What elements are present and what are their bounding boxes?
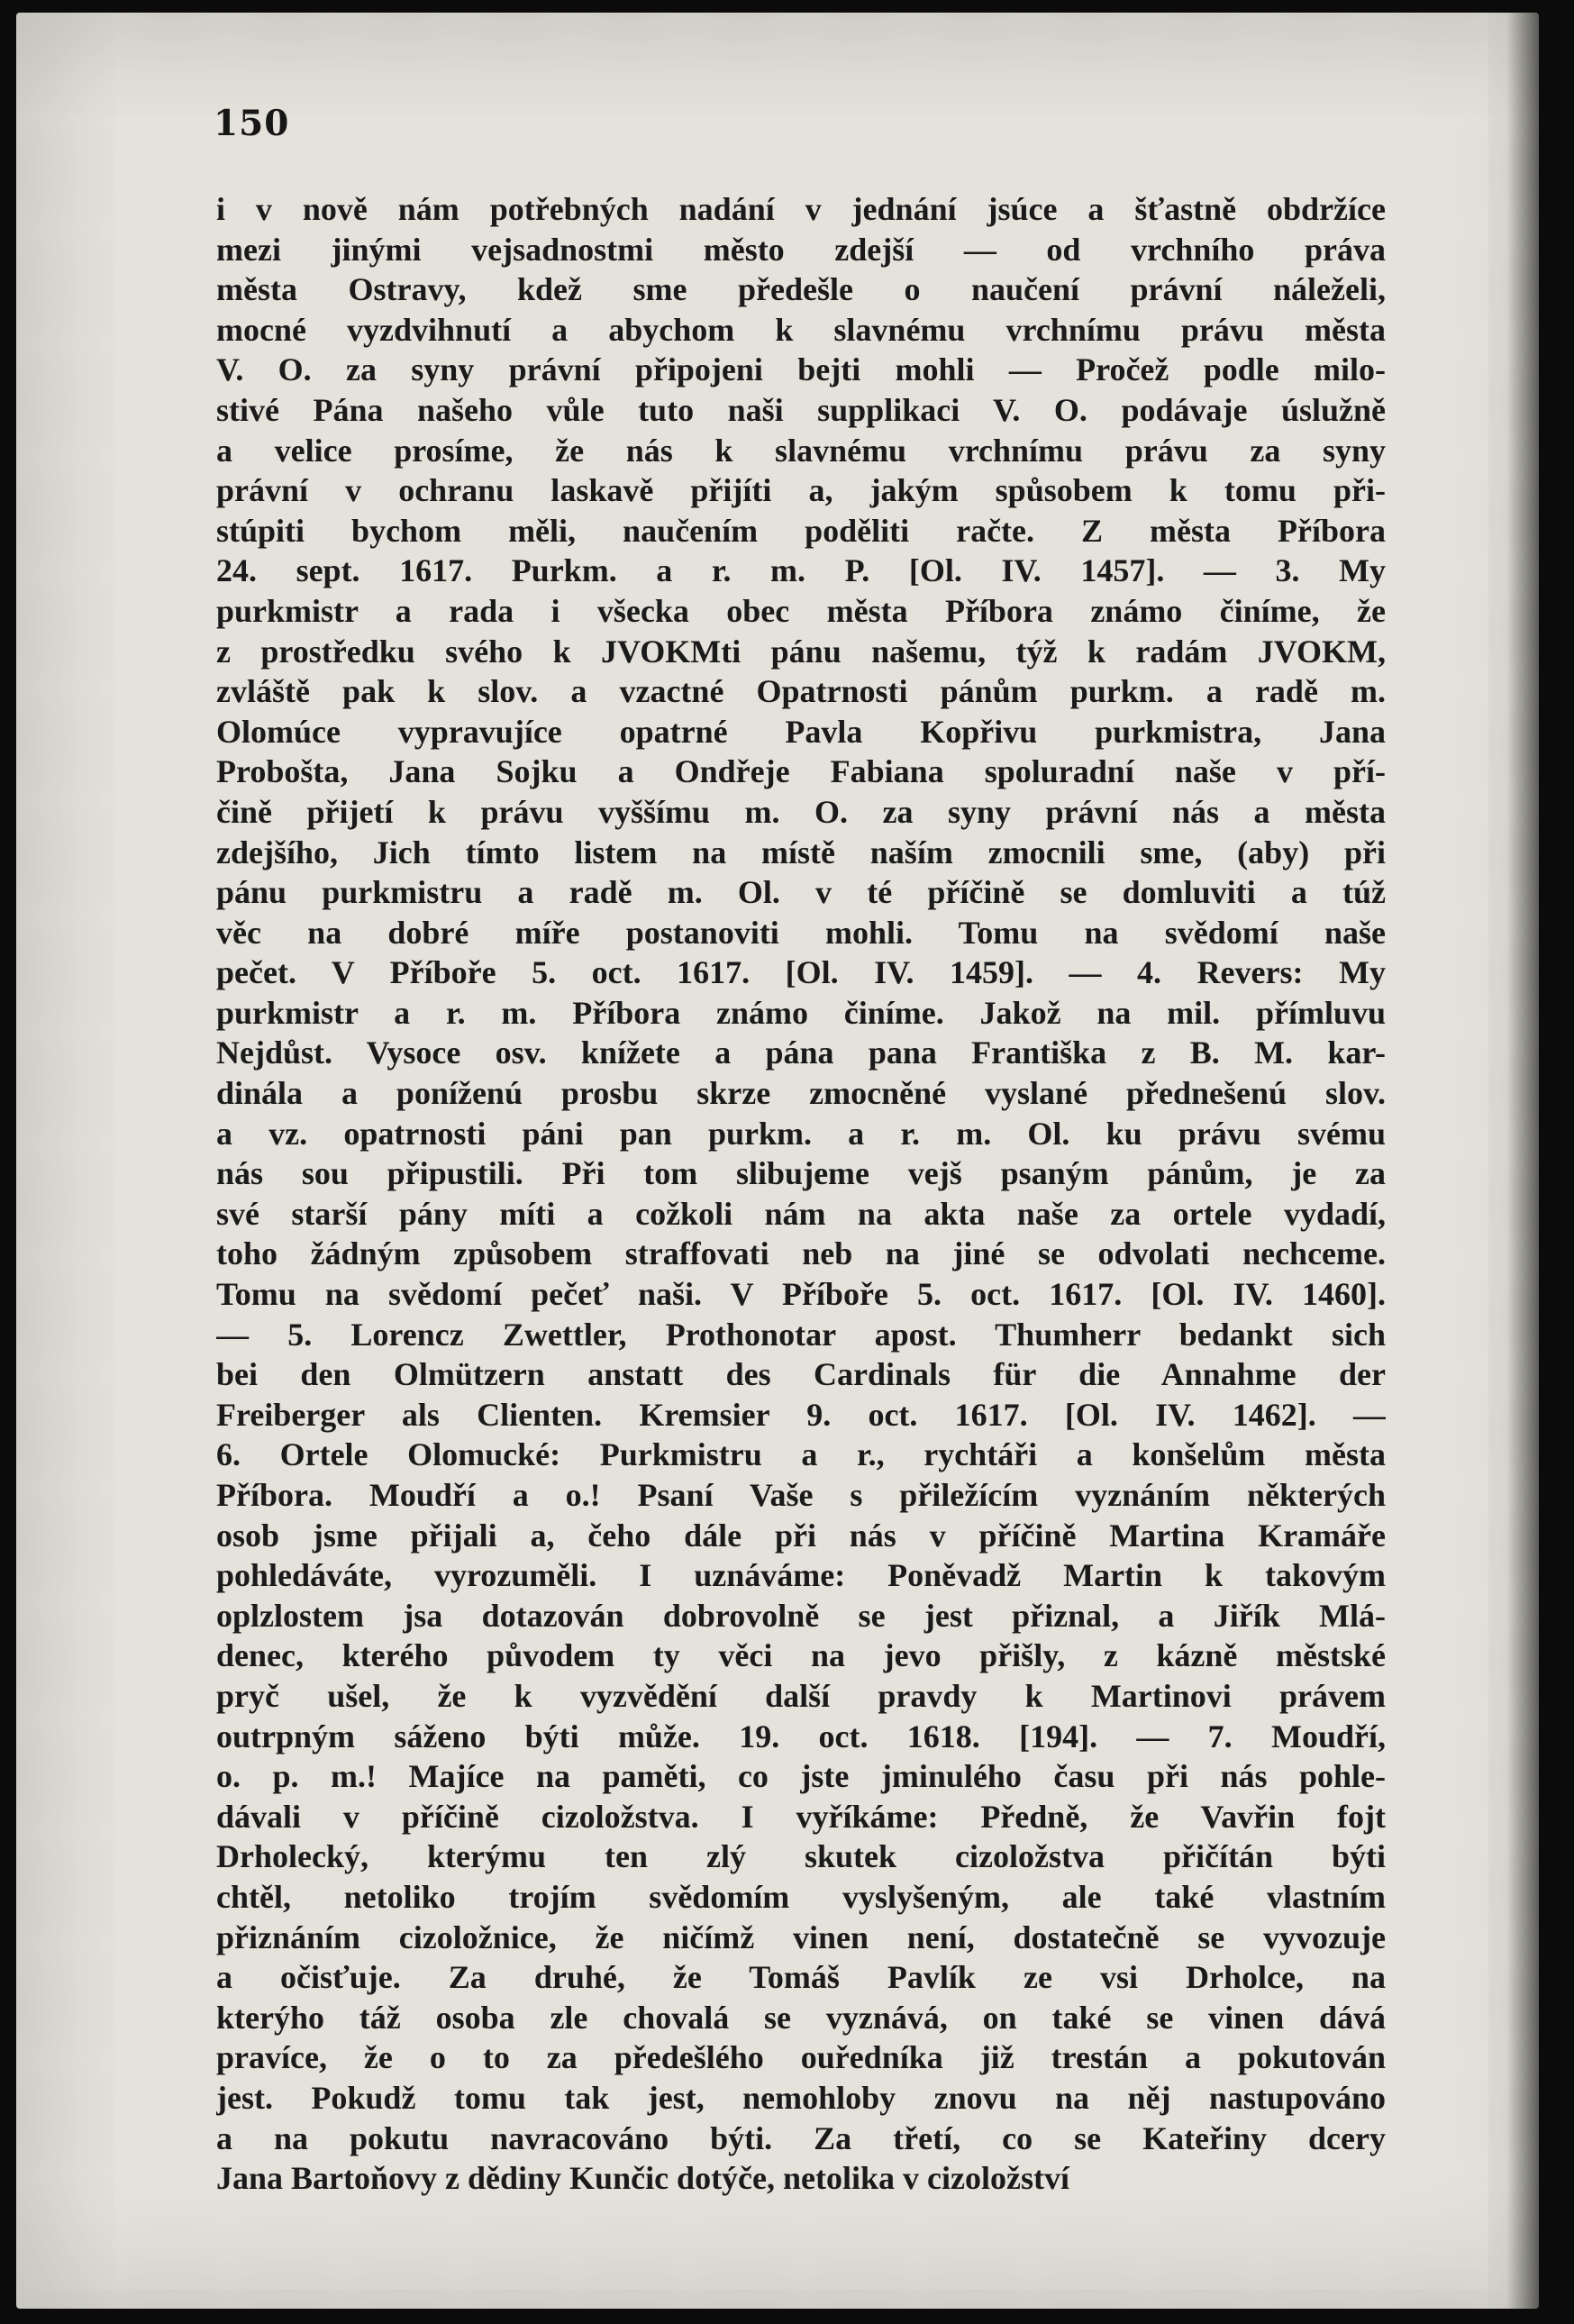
text-line: Drholecký, kterýmu ten zlý skutek cizoložstva přičítán býti	[216, 1838, 1386, 1875]
text-line: mocné vyzdvihnutí a abychom k slavnému vrchnímu právu města	[216, 311, 1386, 348]
text-line: 24. sept. 1617. Purkm. a r. m. P. [Ol. IV. 1457]. — 3. My	[216, 552, 1386, 589]
book-page	[16, 13, 1539, 2309]
text-line: města Ostravy, kdež sme předešle o naučení právní náleželi,	[216, 271, 1386, 308]
text-line: a na pokutu navracováno býti. Za třetí, co se Kateřiny dcery	[216, 2119, 1386, 2156]
text-line: osob jsme přijali a, čeho dále při nás v příčině Martina Kramáře	[216, 1517, 1386, 1554]
text-line: V. O. za syny právní připojeni bejti mohli — Pročež podle milo-	[216, 351, 1386, 388]
text-line: nás sou připustili. Při tom slibujeme vejš psaným pánům, je za	[216, 1155, 1386, 1192]
text-line: dávali v příčině cizoložstva. I vyříkáme: Předně, že Vavřin fojt	[216, 1798, 1386, 1835]
text-line: jest. Pokudž tomu tak jest, nemohloby znovu na něj nastupováno	[216, 2079, 1386, 2116]
text-line: zdejšího, Jich tímto listem na místě naším zmocnili sme, (aby) při	[216, 834, 1386, 870]
body-text	[216, 189, 1386, 2199]
page-number: 150	[214, 103, 290, 144]
text-line: o. p. m.! Majíce na paměti, co jste jminulého času při nás pohle-	[216, 1758, 1386, 1795]
text-line: pánu purkmistru a radě m. Ol. v té příčině se domluviti a túž	[216, 874, 1386, 911]
text-line: i v nově nám potřebných nadání v jednání jsúce a šťastně obdržíce	[216, 191, 1386, 227]
text-line: outrpným sáženo býti může. 19. oct. 1618. [194]. — 7. Moudří,	[216, 1718, 1386, 1754]
text-line: pohledáváte, vyrozuměli. I uznáváme: Poněvadž Martin k takovým	[216, 1557, 1386, 1594]
text-line: dinála a poníženú prosbu skrze zmocněné vyslané přednešenú slov.	[216, 1075, 1386, 1112]
text-line: Olomúce vypravujíce opatrné Pavla Kopřivu purkmistra, Jana	[216, 713, 1386, 750]
text-line: stúpiti bychom měli, naučením poděliti račte. Z města Příbora	[216, 512, 1386, 549]
text-line: mezi jinými vejsadnostmi město zdejší — od vrchního práva	[216, 231, 1386, 268]
text-line: zvláště pak k slov. a vzactné Opatrnosti pánům purkm. a radě m.	[216, 673, 1386, 710]
text-line: Nejdůst. Vysoce osv. knížete a pána pana Františka z B. M. kar-	[216, 1034, 1386, 1071]
text-line: pryč ušel, že k vyzvědění další pravdy k Martinovi právem	[216, 1677, 1386, 1714]
text-line: 6. Ortele Olomucké: Purkmistru a r., rychtáři a konšelům města	[216, 1436, 1386, 1473]
text-line: — 5. Lorencz Zwettler, Prothonotar apost. Thumherr bedankt sich	[216, 1316, 1386, 1353]
text-line: denec, kterého původem ty věci na jevo přišly, z kázně městské	[216, 1637, 1386, 1674]
text-line: své starší pány míti a cožkoli nám na akta naše za ortele vydadí,	[216, 1195, 1386, 1232]
text-line: věc na dobré míře postanoviti mohli. Tomu na svědomí naše	[216, 914, 1386, 951]
text-line: toho žádným způsobem straffovati neb na jiné se odvolati nechceme.	[216, 1235, 1386, 1272]
text-line: a očisťuje. Za druhé, že Tomáš Pavlík ze vsi Drholce, na	[216, 1959, 1386, 1996]
text-line: Příbora. Moudří a o.! Psaní Vaše s přiležícím vyznáním některých	[216, 1477, 1386, 1513]
text-line: z prostředku svého k JVOKMti pánu našemu, týž k radám JVOKM,	[216, 633, 1386, 670]
text-line: Tomu na svědomí pečeť naši. V Příboře 5. oct. 1617. [Ol. IV. 1460].	[216, 1276, 1386, 1313]
text-line: pečet. V Příboře 5. oct. 1617. [Ol. IV. 1459]. — 4. Revers: My	[216, 954, 1386, 991]
text-line: purkmistr a rada i všecka obec města Příbora známo činíme, že	[216, 592, 1386, 629]
text-line: Freiberger als Clienten. Kremsier 9. oct. 1617. [Ol. IV. 1462]. —	[216, 1396, 1386, 1433]
text-line: Proboštа, Jana Sojku a Ondřeje Fabiana spoluradní naše v pří-	[216, 753, 1386, 790]
text-line: a vz. opatrnosti páni pan purkm. a r. m. Ol. ku právu svému	[216, 1115, 1386, 1152]
text-line: chtěl, netoliko trojím svědomím vyslyšeným, ale také vlastním	[216, 1878, 1386, 1915]
text-line: přiznáním cizoložnice, že ničímž vinen není, dostatečně se vyvozuje	[216, 1918, 1386, 1955]
text-line: oplzlostem jsa dotazován dobrovolně se jest přiznal, a Jiřík Mlá-	[216, 1597, 1386, 1634]
text-line: kterýho táž osoba zle chovalá se vyznává, on také se vinen dává	[216, 1999, 1386, 2036]
text-line: právní v ochranu laskavě přijíti a, jakým spůsobem k tomu při-	[216, 472, 1386, 509]
text-line: stivé Pána našeho vůle tuto naši supplikaci V. O. podávaje úslužně	[216, 391, 1386, 428]
text-line: čině přijetí k právu vyššímu m. O. za syny právní nás a města	[216, 793, 1386, 830]
text-line: Jana Bartoňovy z dědiny Kunčic dotýče, netolika v cizoložství	[216, 2160, 1069, 2197]
text-line: a velice prosíme, že nás k slavnému vrchnímu právu za syny	[216, 432, 1386, 469]
text-line: purkmistr a r. m. Příbora známo činíme. Jakož na mil. přímluvu	[216, 994, 1386, 1031]
text-line: pravíce, že o to za předešlého ouředníka již trestán a pokutován	[216, 2039, 1386, 2076]
text-line: bei den Olmützern anstatt des Cardinals für die Annahme der	[216, 1356, 1386, 1393]
